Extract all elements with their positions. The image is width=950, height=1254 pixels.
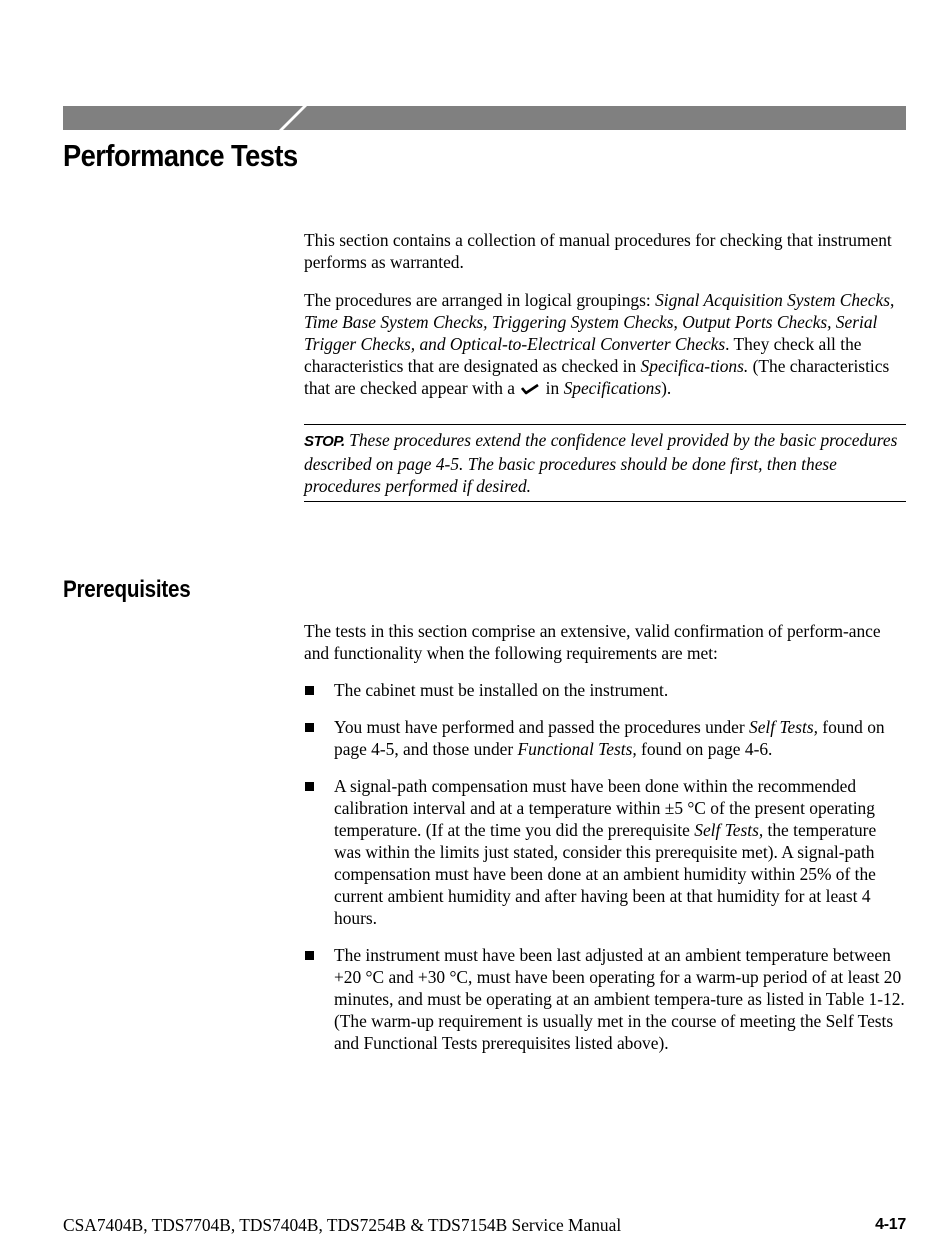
functional-tests-reference: Functional Tests, — [517, 739, 637, 759]
intro-text: . They check all the characteristics that are designated as checked in — [304, 334, 862, 376]
group-signal-acquisition: Signal Acquisition System Checks — [655, 290, 890, 310]
intro-text: , — [673, 312, 683, 332]
page-title: Performance Tests — [63, 138, 298, 173]
list-item — [304, 679, 906, 701]
square-bullet-icon — [305, 951, 314, 960]
square-bullet-icon — [305, 782, 314, 791]
intro-paragraph-1: This section contains a collection of manual procedures for checking that instrument performs as warranted. — [304, 230, 892, 272]
header-bar — [63, 106, 906, 130]
stop-note-text: These procedures extend the confidence level provided by the basic procedures described on page 4-5. The basic procedures should be done first, then these procedures performed if desired. — [304, 430, 898, 496]
header-bar-fill — [63, 106, 906, 130]
prerequisites-intro: The tests in this section comprise an extensive, valid confirmation of perform-ance and functionality when the following requirements are met: — [304, 621, 881, 663]
intro-text: , — [889, 290, 895, 310]
prerequisites-heading: Prerequisites — [63, 576, 191, 603]
list-item — [304, 716, 906, 760]
self-tests-reference: Self Tests, — [749, 717, 818, 737]
list-item-text: You must have performed and passed the procedures under — [334, 717, 750, 737]
stop-label: STOP. — [304, 433, 345, 450]
intro-text: The procedures are arranged in logical groupings: — [304, 290, 656, 310]
footer-manual-title: CSA7404B, TDS7704B, TDS7404B, TDS7254B & TDS7154B Service Manual — [63, 1215, 622, 1235]
intro-text: ). — [661, 378, 672, 398]
group-output-serial-optical: Output Ports Checks, Serial Trigger Checks, and Optical-to-Electrical Converter Checks — [304, 312, 878, 354]
intro-text: in — [541, 378, 564, 398]
prerequisites-section — [304, 620, 906, 1054]
footer-page-number: 4-17 — [875, 1216, 906, 1233]
list-item-text: The instrument must have been last adjusted at an ambient temperature between +20 °C and +30 °C, must have been operating for a warm-up period of at least 20 minutes, and must be operating at an ambient tempera-ture as listed in Table 1-12. (The warm-up requirement is usually met in the course of meeting the Self Tests and Functional Tests prerequisites listed above). — [334, 945, 905, 1053]
list-item-text: found on page 4-6. — [636, 739, 773, 759]
list-item-text: found on page 4-5, and those under — [334, 717, 885, 759]
square-bullet-icon — [305, 723, 314, 732]
list-item — [304, 775, 906, 929]
list-item-text: the temperature was within the limits just stated, consider this prerequisite met). A signal-path compensation must have been done at an ambient humidity within 25% of the current ambient humidity and after having been at that humidity for at least 4 hours. — [334, 820, 877, 928]
checkmark-icon — [521, 378, 539, 400]
group-time-base-triggering: Time Base System Checks, Triggering System Checks — [304, 312, 674, 332]
specifications-reference: Specifications — [563, 378, 662, 398]
square-bullet-icon — [305, 686, 314, 695]
intro-section — [304, 229, 906, 400]
list-item-text: A signal-path compensation must have been done within the recommended calibration interval and at a temperature within ±5 °C of the present operating temperature. (If at the time you did the prerequisite — [334, 776, 875, 840]
stop-note — [304, 424, 906, 502]
specifications-reference: Specifica-tions. — [640, 356, 749, 376]
self-tests-reference: Self Tests, — [694, 820, 764, 840]
list-item — [304, 944, 906, 1054]
prerequisites-list — [304, 679, 906, 1054]
intro-text: (The characteristics that are checked appear with a — [304, 356, 890, 398]
intro-paragraph-2 — [304, 289, 906, 400]
list-item-text: The cabinet must be installed on the instrument. — [334, 680, 669, 700]
